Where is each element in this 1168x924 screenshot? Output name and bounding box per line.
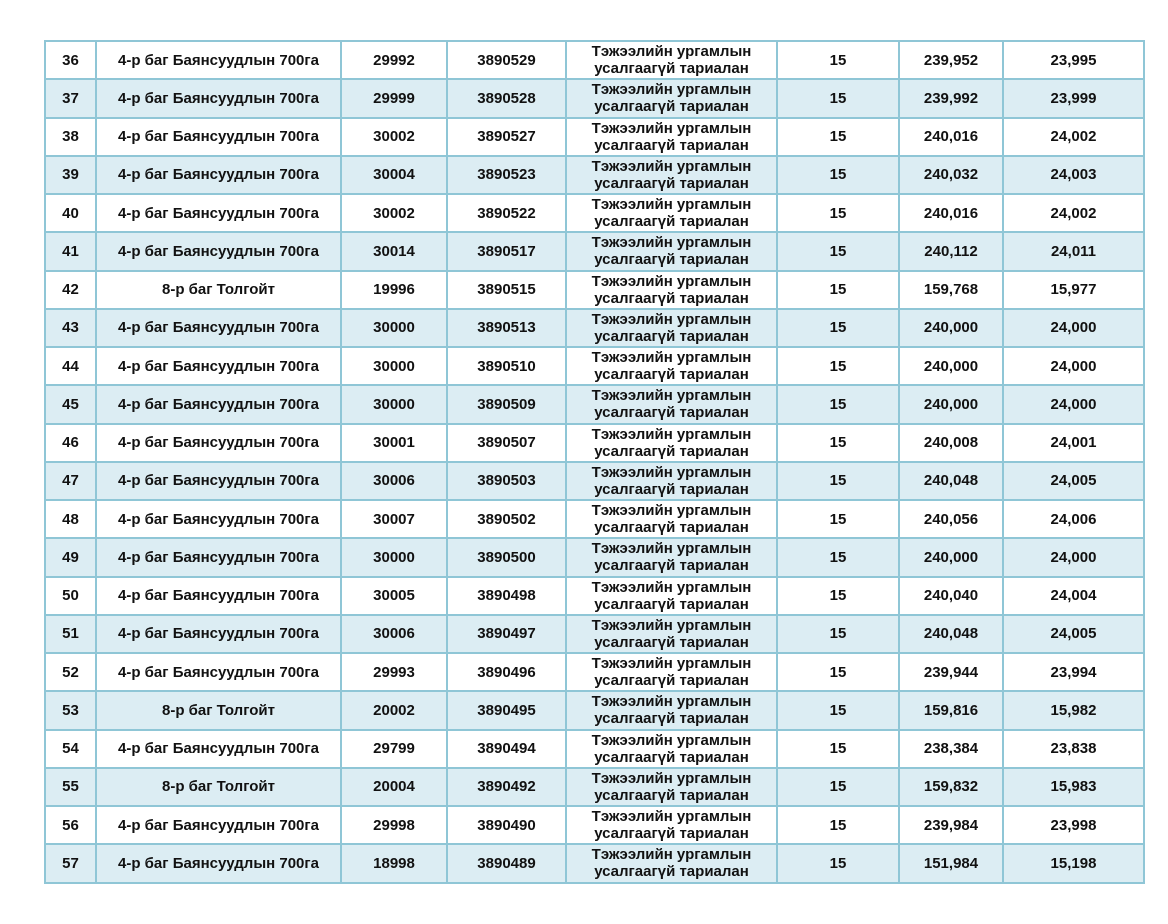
row-number-cell: 53 — [45, 691, 96, 729]
location-cell: 4-р баг Баянсуудлын 700га — [96, 806, 341, 844]
location-cell: 4-р баг Баянсуудлын 700га — [96, 577, 341, 615]
rate-cell: 15 — [777, 347, 899, 385]
area-cell: 30002 — [341, 118, 447, 156]
fee-cell: 23,994 — [1003, 653, 1144, 691]
parcel-code-cell: 3890529 — [447, 41, 566, 79]
location-cell: 4-р баг Баянсуудлын 700га — [96, 232, 341, 270]
table-row — [45, 309, 1144, 347]
row-number-cell: 52 — [45, 653, 96, 691]
rate-cell: 15 — [777, 538, 899, 576]
area-cell: 20004 — [341, 768, 447, 806]
table-row — [45, 768, 1144, 806]
table-row — [45, 41, 1144, 79]
area-cell: 30000 — [341, 347, 447, 385]
table-row — [45, 232, 1144, 270]
location-cell: 4-р баг Баянсуудлын 700га — [96, 118, 341, 156]
area-cell: 29799 — [341, 730, 447, 768]
row-number-cell: 54 — [45, 730, 96, 768]
area-cell: 29992 — [341, 41, 447, 79]
amount-cell: 240,032 — [899, 156, 1003, 194]
purpose-cell: Тэжээлийн ургамлын усалгаагүй тариалан — [566, 462, 777, 500]
parcel-code-cell: 3890528 — [447, 79, 566, 117]
location-cell: 4-р баг Баянсуудлын 700га — [96, 424, 341, 462]
row-number-cell: 37 — [45, 79, 96, 117]
rate-cell: 15 — [777, 309, 899, 347]
parcel-code-cell: 3890527 — [447, 118, 566, 156]
rate-cell: 15 — [777, 691, 899, 729]
area-cell: 30007 — [341, 500, 447, 538]
location-cell: 4-р баг Баянсуудлын 700га — [96, 347, 341, 385]
rate-cell: 15 — [777, 730, 899, 768]
table-row — [45, 79, 1144, 117]
amount-cell: 159,832 — [899, 768, 1003, 806]
purpose-cell: Тэжээлийн ургамлын усалгаагүй тариалан — [566, 615, 777, 653]
parcel-code-cell: 3890510 — [447, 347, 566, 385]
row-number-cell: 47 — [45, 462, 96, 500]
rate-cell: 15 — [777, 194, 899, 232]
purpose-cell: Тэжээлийн ургамлын усалгаагүй тариалан — [566, 768, 777, 806]
row-number-cell: 55 — [45, 768, 96, 806]
row-number-cell: 48 — [45, 500, 96, 538]
area-cell: 30006 — [341, 615, 447, 653]
amount-cell: 159,768 — [899, 271, 1003, 309]
table-row — [45, 615, 1144, 653]
table-row — [45, 691, 1144, 729]
table-row — [45, 347, 1144, 385]
fee-cell: 24,000 — [1003, 347, 1144, 385]
table-row — [45, 653, 1144, 691]
amount-cell: 240,016 — [899, 194, 1003, 232]
purpose-cell: Тэжээлийн ургамлын усалгаагүй тариалан — [566, 424, 777, 462]
parcel-code-cell: 3890489 — [447, 844, 566, 882]
parcel-code-cell: 3890515 — [447, 271, 566, 309]
amount-cell: 239,944 — [899, 653, 1003, 691]
land-allocation-table — [44, 40, 1145, 884]
fee-cell: 24,001 — [1003, 424, 1144, 462]
purpose-cell: Тэжээлийн ургамлын усалгаагүй тариалан — [566, 577, 777, 615]
location-cell: 8-р баг Толгойт — [96, 691, 341, 729]
rate-cell: 15 — [777, 577, 899, 615]
table-row — [45, 462, 1144, 500]
parcel-code-cell: 3890494 — [447, 730, 566, 768]
purpose-cell: Тэжээлийн ургамлын усалгаагүй тариалан — [566, 538, 777, 576]
parcel-code-cell: 3890495 — [447, 691, 566, 729]
purpose-cell: Тэжээлийн ургамлын усалгаагүй тариалан — [566, 500, 777, 538]
amount-cell: 240,048 — [899, 462, 1003, 500]
area-cell: 29998 — [341, 806, 447, 844]
amount-cell: 240,016 — [899, 118, 1003, 156]
area-cell: 30001 — [341, 424, 447, 462]
amount-cell: 151,984 — [899, 844, 1003, 882]
area-cell: 30006 — [341, 462, 447, 500]
location-cell: 4-р баг Баянсуудлын 700га — [96, 385, 341, 423]
fee-cell: 24,003 — [1003, 156, 1144, 194]
rate-cell: 15 — [777, 500, 899, 538]
location-cell: 4-р баг Баянсуудлын 700га — [96, 615, 341, 653]
area-cell: 30000 — [341, 309, 447, 347]
location-cell: 4-р баг Баянсуудлын 700га — [96, 500, 341, 538]
amount-cell: 239,992 — [899, 79, 1003, 117]
row-number-cell: 41 — [45, 232, 96, 270]
parcel-code-cell: 3890502 — [447, 500, 566, 538]
fee-cell: 24,000 — [1003, 538, 1144, 576]
area-cell: 30002 — [341, 194, 447, 232]
amount-cell: 240,040 — [899, 577, 1003, 615]
amount-cell: 240,000 — [899, 347, 1003, 385]
location-cell: 4-р баг Баянсуудлын 700га — [96, 538, 341, 576]
row-number-cell: 49 — [45, 538, 96, 576]
parcel-code-cell: 3890523 — [447, 156, 566, 194]
table-row — [45, 577, 1144, 615]
purpose-cell: Тэжээлийн ургамлын усалгаагүй тариалан — [566, 41, 777, 79]
location-cell: 4-р баг Баянсуудлын 700га — [96, 41, 341, 79]
purpose-cell: Тэжээлийн ургамлын усалгаагүй тариалан — [566, 156, 777, 194]
parcel-code-cell: 3890507 — [447, 424, 566, 462]
parcel-code-cell: 3890498 — [447, 577, 566, 615]
amount-cell: 240,112 — [899, 232, 1003, 270]
fee-cell: 24,011 — [1003, 232, 1144, 270]
fee-cell: 15,198 — [1003, 844, 1144, 882]
parcel-code-cell: 3890497 — [447, 615, 566, 653]
rate-cell: 15 — [777, 768, 899, 806]
purpose-cell: Тэжээлийн ургамлын усалгаагүй тариалан — [566, 232, 777, 270]
fee-cell: 24,005 — [1003, 462, 1144, 500]
purpose-cell: Тэжээлийн ургамлын усалгаагүй тариалан — [566, 194, 777, 232]
location-cell: 4-р баг Баянсуудлын 700га — [96, 730, 341, 768]
row-number-cell: 36 — [45, 41, 96, 79]
row-number-cell: 43 — [45, 309, 96, 347]
rate-cell: 15 — [777, 424, 899, 462]
purpose-cell: Тэжээлийн ургамлын усалгаагүй тариалан — [566, 844, 777, 882]
area-cell: 19996 — [341, 271, 447, 309]
location-cell: 4-р баг Баянсуудлын 700га — [96, 844, 341, 882]
row-number-cell: 46 — [45, 424, 96, 462]
fee-cell: 24,004 — [1003, 577, 1144, 615]
fee-cell: 24,005 — [1003, 615, 1144, 653]
area-cell: 20002 — [341, 691, 447, 729]
fee-cell: 15,977 — [1003, 271, 1144, 309]
rate-cell: 15 — [777, 844, 899, 882]
rate-cell: 15 — [777, 232, 899, 270]
location-cell: 4-р баг Баянсуудлын 700га — [96, 194, 341, 232]
fee-cell: 24,006 — [1003, 500, 1144, 538]
parcel-code-cell: 3890509 — [447, 385, 566, 423]
amount-cell: 159,816 — [899, 691, 1003, 729]
row-number-cell: 39 — [45, 156, 96, 194]
rate-cell: 15 — [777, 615, 899, 653]
location-cell: 4-р баг Баянсуудлын 700га — [96, 462, 341, 500]
location-cell: 4-р баг Баянсуудлын 700га — [96, 79, 341, 117]
rate-cell: 15 — [777, 385, 899, 423]
parcel-code-cell: 3890492 — [447, 768, 566, 806]
location-cell: 8-р баг Толгойт — [96, 271, 341, 309]
location-cell: 4-р баг Баянсуудлын 700га — [96, 653, 341, 691]
row-number-cell: 57 — [45, 844, 96, 882]
table-row — [45, 156, 1144, 194]
row-number-cell: 50 — [45, 577, 96, 615]
area-cell: 29993 — [341, 653, 447, 691]
amount-cell: 240,008 — [899, 424, 1003, 462]
fee-cell: 24,002 — [1003, 194, 1144, 232]
purpose-cell: Тэжээлийн ургамлын усалгаагүй тариалан — [566, 730, 777, 768]
purpose-cell: Тэжээлийн ургамлын усалгаагүй тариалан — [566, 691, 777, 729]
row-number-cell: 45 — [45, 385, 96, 423]
rate-cell: 15 — [777, 118, 899, 156]
purpose-cell: Тэжээлийн ургамлын усалгаагүй тариалан — [566, 118, 777, 156]
parcel-code-cell: 3890496 — [447, 653, 566, 691]
amount-cell: 239,984 — [899, 806, 1003, 844]
fee-cell: 23,999 — [1003, 79, 1144, 117]
table-row — [45, 730, 1144, 768]
table-row — [45, 194, 1144, 232]
purpose-cell: Тэжээлийн ургамлын усалгаагүй тариалан — [566, 271, 777, 309]
amount-cell: 238,384 — [899, 730, 1003, 768]
purpose-cell: Тэжээлийн ургамлын усалгаагүй тариалан — [566, 806, 777, 844]
amount-cell: 239,952 — [899, 41, 1003, 79]
parcel-code-cell: 3890522 — [447, 194, 566, 232]
rate-cell: 15 — [777, 806, 899, 844]
fee-cell: 23,995 — [1003, 41, 1144, 79]
fee-cell: 23,838 — [1003, 730, 1144, 768]
parcel-code-cell: 3890517 — [447, 232, 566, 270]
area-cell: 30000 — [341, 538, 447, 576]
rate-cell: 15 — [777, 79, 899, 117]
amount-cell: 240,048 — [899, 615, 1003, 653]
rate-cell: 15 — [777, 653, 899, 691]
table-row — [45, 500, 1144, 538]
row-number-cell: 51 — [45, 615, 96, 653]
table-row — [45, 806, 1144, 844]
area-cell: 30004 — [341, 156, 447, 194]
table-row — [45, 538, 1144, 576]
table-body — [45, 41, 1144, 883]
purpose-cell: Тэжээлийн ургамлын усалгаагүй тариалан — [566, 653, 777, 691]
land-allocation-table-page — [44, 40, 1143, 884]
fee-cell: 24,000 — [1003, 309, 1144, 347]
rate-cell: 15 — [777, 462, 899, 500]
rate-cell: 15 — [777, 271, 899, 309]
table-row — [45, 385, 1144, 423]
amount-cell: 240,000 — [899, 309, 1003, 347]
purpose-cell: Тэжээлийн ургамлын усалгаагүй тариалан — [566, 309, 777, 347]
purpose-cell: Тэжээлийн ургамлын усалгаагүй тариалан — [566, 385, 777, 423]
purpose-cell: Тэжээлийн ургамлын усалгаагүй тариалан — [566, 347, 777, 385]
area-cell: 18998 — [341, 844, 447, 882]
rate-cell: 15 — [777, 156, 899, 194]
area-cell: 29999 — [341, 79, 447, 117]
table-row — [45, 424, 1144, 462]
parcel-code-cell: 3890500 — [447, 538, 566, 576]
parcel-code-cell: 3890490 — [447, 806, 566, 844]
area-cell: 30014 — [341, 232, 447, 270]
parcel-code-cell: 3890513 — [447, 309, 566, 347]
table-row — [45, 118, 1144, 156]
table-row — [45, 271, 1144, 309]
row-number-cell: 42 — [45, 271, 96, 309]
rate-cell: 15 — [777, 41, 899, 79]
fee-cell: 15,982 — [1003, 691, 1144, 729]
location-cell: 4-р баг Баянсуудлын 700га — [96, 156, 341, 194]
table-row — [45, 844, 1144, 882]
purpose-cell: Тэжээлийн ургамлын усалгаагүй тариалан — [566, 79, 777, 117]
amount-cell: 240,000 — [899, 538, 1003, 576]
amount-cell: 240,056 — [899, 500, 1003, 538]
location-cell: 4-р баг Баянсуудлын 700га — [96, 309, 341, 347]
fee-cell: 24,002 — [1003, 118, 1144, 156]
row-number-cell: 56 — [45, 806, 96, 844]
amount-cell: 240,000 — [899, 385, 1003, 423]
area-cell: 30000 — [341, 385, 447, 423]
area-cell: 30005 — [341, 577, 447, 615]
fee-cell: 24,000 — [1003, 385, 1144, 423]
fee-cell: 15,983 — [1003, 768, 1144, 806]
row-number-cell: 40 — [45, 194, 96, 232]
row-number-cell: 44 — [45, 347, 96, 385]
parcel-code-cell: 3890503 — [447, 462, 566, 500]
location-cell: 8-р баг Толгойт — [96, 768, 341, 806]
row-number-cell: 38 — [45, 118, 96, 156]
fee-cell: 23,998 — [1003, 806, 1144, 844]
